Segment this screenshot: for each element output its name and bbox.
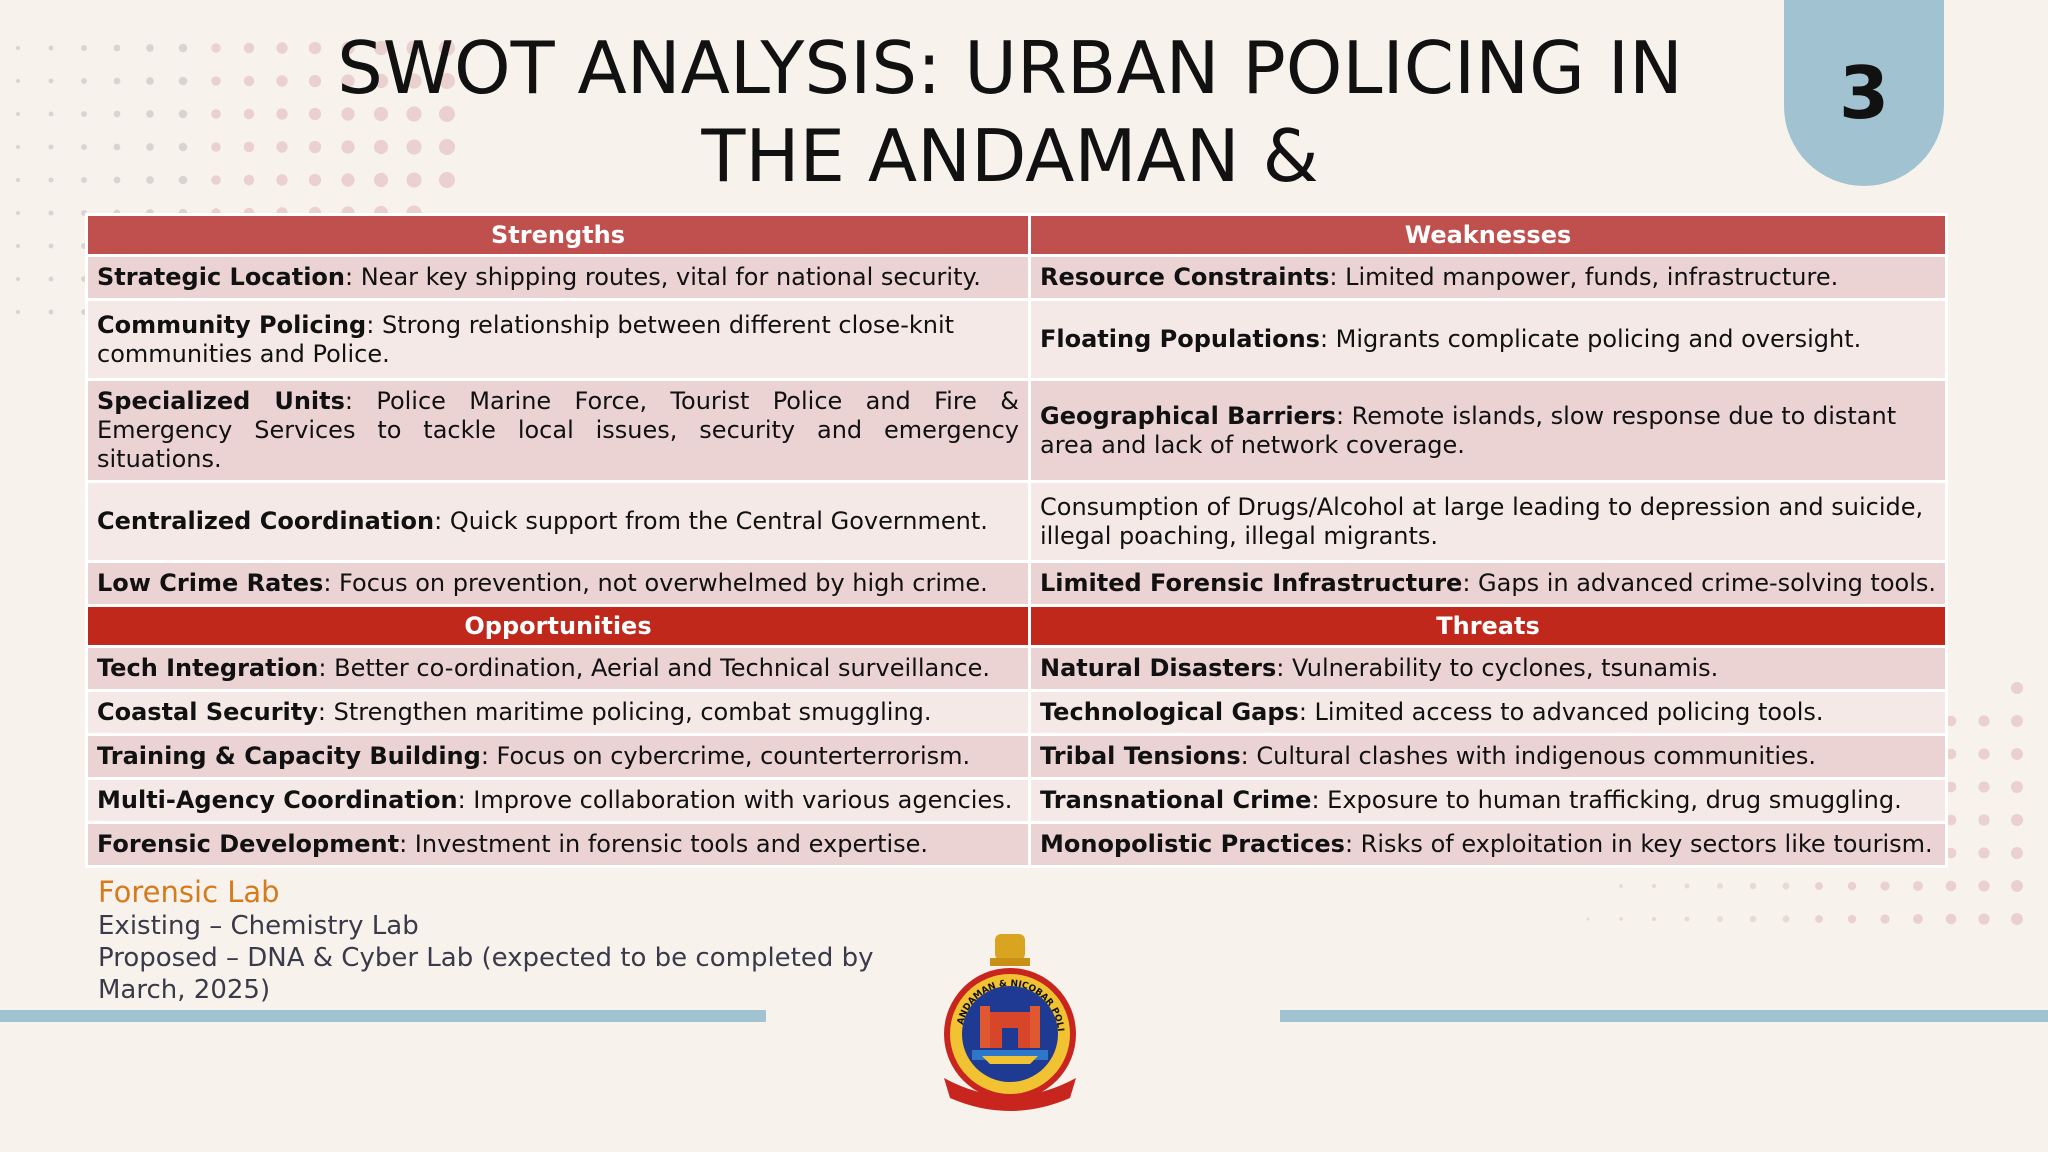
table-row	[87, 823, 1947, 867]
threat-text: : Exposure to human trafficking, drug smuggling.	[1311, 786, 1902, 814]
weakness-label: Resource Constraints	[1040, 263, 1330, 291]
opportunity-cell	[87, 647, 1030, 691]
decorative-dot	[1978, 781, 1989, 792]
weakness-label: Floating Populations	[1040, 325, 1320, 353]
decorative-dot	[1880, 914, 1889, 923]
decorative-dots-right	[1950, 680, 2040, 760]
page-number-badge	[1784, 0, 1944, 186]
accent-bar-left	[0, 1010, 766, 1022]
opportunity-label: Training & Capacity Building	[97, 742, 481, 770]
threat-cell	[1030, 691, 1947, 735]
decorative-dot	[179, 143, 188, 152]
threat-cell	[1030, 735, 1947, 779]
table-row	[87, 735, 1947, 779]
weakness-cell	[1030, 300, 1947, 380]
decorative-dot	[1652, 917, 1656, 921]
decorative-dot	[211, 76, 221, 86]
weakness-label: Limited Forensic Infrastructure	[1040, 569, 1463, 597]
opportunity-label: Coastal Security	[97, 698, 318, 726]
decorative-dot	[211, 142, 221, 152]
table-row	[87, 300, 1947, 380]
threat-text: : Cultural clashes with indigenous communities.	[1240, 742, 1816, 770]
decorative-dot	[114, 144, 121, 151]
strength-cell	[87, 300, 1030, 380]
strength-cell	[87, 380, 1030, 482]
threat-cell	[1030, 823, 1947, 867]
threats-header: Threats	[1030, 606, 1947, 647]
decorative-dot	[179, 44, 188, 53]
decorative-dot	[146, 110, 154, 118]
decorative-dot	[81, 45, 87, 51]
forensic-lab-note	[98, 874, 938, 1006]
decorative-dot	[49, 277, 54, 282]
decorative-dot	[1978, 847, 1989, 858]
decorative-dot	[49, 145, 54, 150]
forensic-lab-proposed: Proposed – DNA & Cyber Lab (expected to be completed by March, 2025)	[98, 943, 874, 1005]
decorative-dot	[1946, 881, 1957, 892]
decorative-dot	[16, 112, 20, 116]
decorative-dot	[1848, 882, 1857, 891]
weaknesses-header: Weaknesses	[1030, 215, 1947, 256]
strength-text: : Quick support from the Central Government.	[434, 507, 988, 535]
opportunity-label: Tech Integration	[97, 654, 319, 682]
decorative-dot	[1848, 915, 1857, 924]
swot-header-row-top	[87, 215, 1947, 256]
decorative-dot	[81, 78, 87, 84]
decorative-dot	[179, 176, 188, 185]
strength-text: : Near key shipping routes, vital for national security.	[345, 263, 981, 291]
forensic-lab-heading: Forensic Lab	[98, 875, 280, 909]
opportunity-cell	[87, 779, 1030, 823]
decorative-dot	[2011, 880, 2023, 892]
decorative-dot	[16, 277, 20, 281]
decorative-dot	[244, 175, 254, 185]
decorative-dot	[49, 46, 54, 51]
table-row	[87, 779, 1947, 823]
decorative-dot	[179, 110, 188, 119]
decorative-dot	[2011, 781, 2023, 793]
forensic-lab-existing: Existing – Chemistry Lab	[98, 911, 419, 941]
strength-text: : Strong relationship between different close-knit communities and Police.	[97, 310, 955, 368]
decorative-dot	[1750, 916, 1756, 922]
table-row	[87, 256, 1947, 300]
swot-table	[85, 213, 1948, 868]
threat-label: Tribal Tensions	[1040, 742, 1241, 770]
threat-label: Natural Disasters	[1040, 654, 1277, 682]
decorative-dot	[276, 174, 287, 185]
decorative-dot	[1913, 881, 1923, 891]
weakness-cell	[1030, 380, 1947, 482]
table-row	[87, 380, 1947, 482]
decorative-dot	[276, 42, 287, 53]
opportunity-cell	[87, 691, 1030, 735]
decorative-dot	[49, 112, 54, 117]
decorative-dot	[49, 79, 54, 84]
decorative-dot	[1619, 884, 1623, 888]
decorative-dot	[2011, 913, 2023, 925]
decorative-dot	[1782, 915, 1789, 922]
decorative-dot	[244, 142, 254, 152]
table-row	[87, 691, 1947, 735]
strength-cell	[87, 256, 1030, 300]
decorative-dot	[309, 108, 321, 120]
decorative-dot	[309, 141, 321, 153]
police-emblem-icon	[932, 928, 1088, 1118]
decorative-dot	[146, 143, 154, 151]
strengths-header: Strengths	[87, 215, 1030, 256]
decorative-dot	[146, 44, 154, 52]
strength-text: : Police Marine Force, Tourist Police and Fire & Emergency Services to tackle local issues, security and emergency situations.	[97, 387, 1019, 473]
decorative-dot	[16, 79, 20, 83]
decorative-dot	[1978, 880, 1989, 891]
decorative-dot	[1815, 915, 1823, 923]
decorative-dot	[244, 43, 254, 53]
strength-cell	[87, 482, 1030, 562]
emblem-ring-text: ANDAMAN & NICOBAR POLI	[955, 978, 1065, 1032]
swot-header-row-bottom	[87, 606, 1947, 647]
opportunity-text: : Focus on cybercrime, counterterrorism.	[480, 742, 971, 770]
decorative-dot	[16, 211, 20, 215]
decorative-dot	[16, 310, 20, 314]
decorative-dot	[146, 77, 154, 85]
decorative-dot	[276, 75, 287, 86]
decorative-dot	[16, 178, 20, 182]
decorative-dot	[1652, 884, 1656, 888]
decorative-dot	[1750, 883, 1756, 889]
decorative-dot	[2011, 814, 2023, 826]
table-row	[87, 562, 1947, 606]
table-row	[87, 647, 1947, 691]
decorative-dot	[81, 111, 87, 117]
decorative-dot	[1978, 913, 1989, 924]
decorative-dot	[16, 244, 20, 248]
weakness-text: : Migrants complicate policing and oversight.	[1319, 325, 1862, 353]
decorative-dot	[16, 46, 20, 50]
threat-cell	[1030, 647, 1947, 691]
decorative-dot	[1815, 882, 1823, 890]
decorative-dot	[49, 310, 54, 315]
threat-label: Technological Gaps	[1040, 698, 1299, 726]
threat-text: : Limited access to advanced policing tools.	[1298, 698, 1824, 726]
strength-label: Community Policing	[97, 310, 367, 339]
strength-label: Specialized Units	[97, 387, 345, 415]
decorative-dot	[49, 178, 54, 183]
weakness-cell	[1030, 256, 1947, 300]
threat-cell	[1030, 779, 1947, 823]
decorative-dot	[244, 76, 254, 86]
page-number: 3	[1838, 51, 1890, 135]
weakness-text: : Gaps in advanced crime-solving tools.	[1462, 569, 1937, 597]
decorative-dot	[309, 75, 321, 87]
decorative-dot	[1717, 916, 1723, 922]
weakness-cell	[1030, 562, 1947, 606]
decorative-dot	[1978, 814, 1989, 825]
threat-text: : Risks of exploitation in key sectors like tourism.	[1344, 830, 1933, 858]
decorative-dot	[1782, 882, 1789, 889]
decorative-dot	[309, 174, 321, 186]
decorative-dot	[309, 42, 321, 54]
decorative-dot	[276, 108, 287, 119]
decorative-dot	[114, 111, 121, 118]
strength-label: Low Crime Rates	[97, 569, 324, 597]
page-title: SWOT ANALYSIS: URBAN POLICING IN THE ANDAMAN &	[337, 26, 1683, 194]
strength-text: : Focus on prevention, not overwhelmed by high crime.	[323, 569, 988, 597]
decorative-dot	[49, 211, 54, 216]
opportunity-cell	[87, 823, 1030, 867]
decorative-dot	[81, 177, 87, 183]
opportunity-text: : Investment in forensic tools and expertise.	[399, 830, 929, 858]
weakness-text: : Limited manpower, funds, infrastructure.	[1329, 263, 1839, 291]
weakness-text: Consumption of Drugs/Alcohol at large leading to depression and suicide, illegal poaching, illegal migrants.	[1040, 492, 1924, 550]
opportunity-label: Forensic Development	[97, 830, 400, 858]
threat-text: : Vulnerability to cyclones, tsunamis.	[1276, 654, 1719, 682]
opportunity-text: : Strengthen maritime policing, combat smuggling.	[317, 698, 932, 726]
decorative-dot	[1684, 883, 1689, 888]
threat-label: Transnational Crime	[1040, 786, 1312, 814]
weakness-cell	[1030, 482, 1947, 562]
decorative-dot	[114, 177, 121, 184]
police-emblem-logo	[932, 928, 1088, 1118]
opportunities-header: Opportunities	[87, 606, 1030, 647]
decorative-dot	[16, 145, 20, 149]
decorative-dot	[2011, 847, 2023, 859]
decorative-dot	[114, 45, 121, 52]
decorative-dot	[244, 109, 254, 119]
decorative-dot	[1717, 883, 1723, 889]
opportunity-text: : Better co-ordination, Aerial and Technical surveillance.	[318, 654, 991, 682]
decorative-dot	[211, 43, 221, 53]
decorative-dot	[1880, 881, 1889, 890]
weakness-label: Geographical Barriers	[1040, 401, 1336, 430]
decorative-dot	[1587, 918, 1590, 921]
opportunity-label: Multi-Agency Coordination	[97, 786, 458, 814]
decorative-dot	[211, 175, 221, 185]
decorative-dot	[1913, 914, 1923, 924]
decorative-dot	[1684, 916, 1689, 921]
decorative-dot	[146, 176, 154, 184]
decorative-dot	[1946, 914, 1957, 925]
strength-label: Strategic Location	[97, 263, 346, 291]
decorative-dot	[179, 77, 188, 86]
accent-bar-right	[1280, 1010, 2048, 1022]
decorative-dot	[114, 78, 121, 85]
strength-label: Centralized Coordination	[97, 507, 435, 535]
weakness-text: : Remote islands, slow response due to distant area and lack of network coverage.	[1040, 401, 1897, 459]
strength-cell	[87, 562, 1030, 606]
opportunity-text: : Improve collaboration with various agencies.	[457, 786, 1013, 814]
decorative-dot	[211, 109, 221, 119]
decorative-dot	[49, 244, 54, 249]
opportunity-cell	[87, 735, 1030, 779]
decorative-dot	[276, 141, 287, 152]
table-row	[87, 482, 1947, 562]
decorative-dot	[1619, 917, 1623, 921]
decorative-dot	[81, 144, 87, 150]
threat-label: Monopolistic Practices	[1040, 830, 1345, 858]
